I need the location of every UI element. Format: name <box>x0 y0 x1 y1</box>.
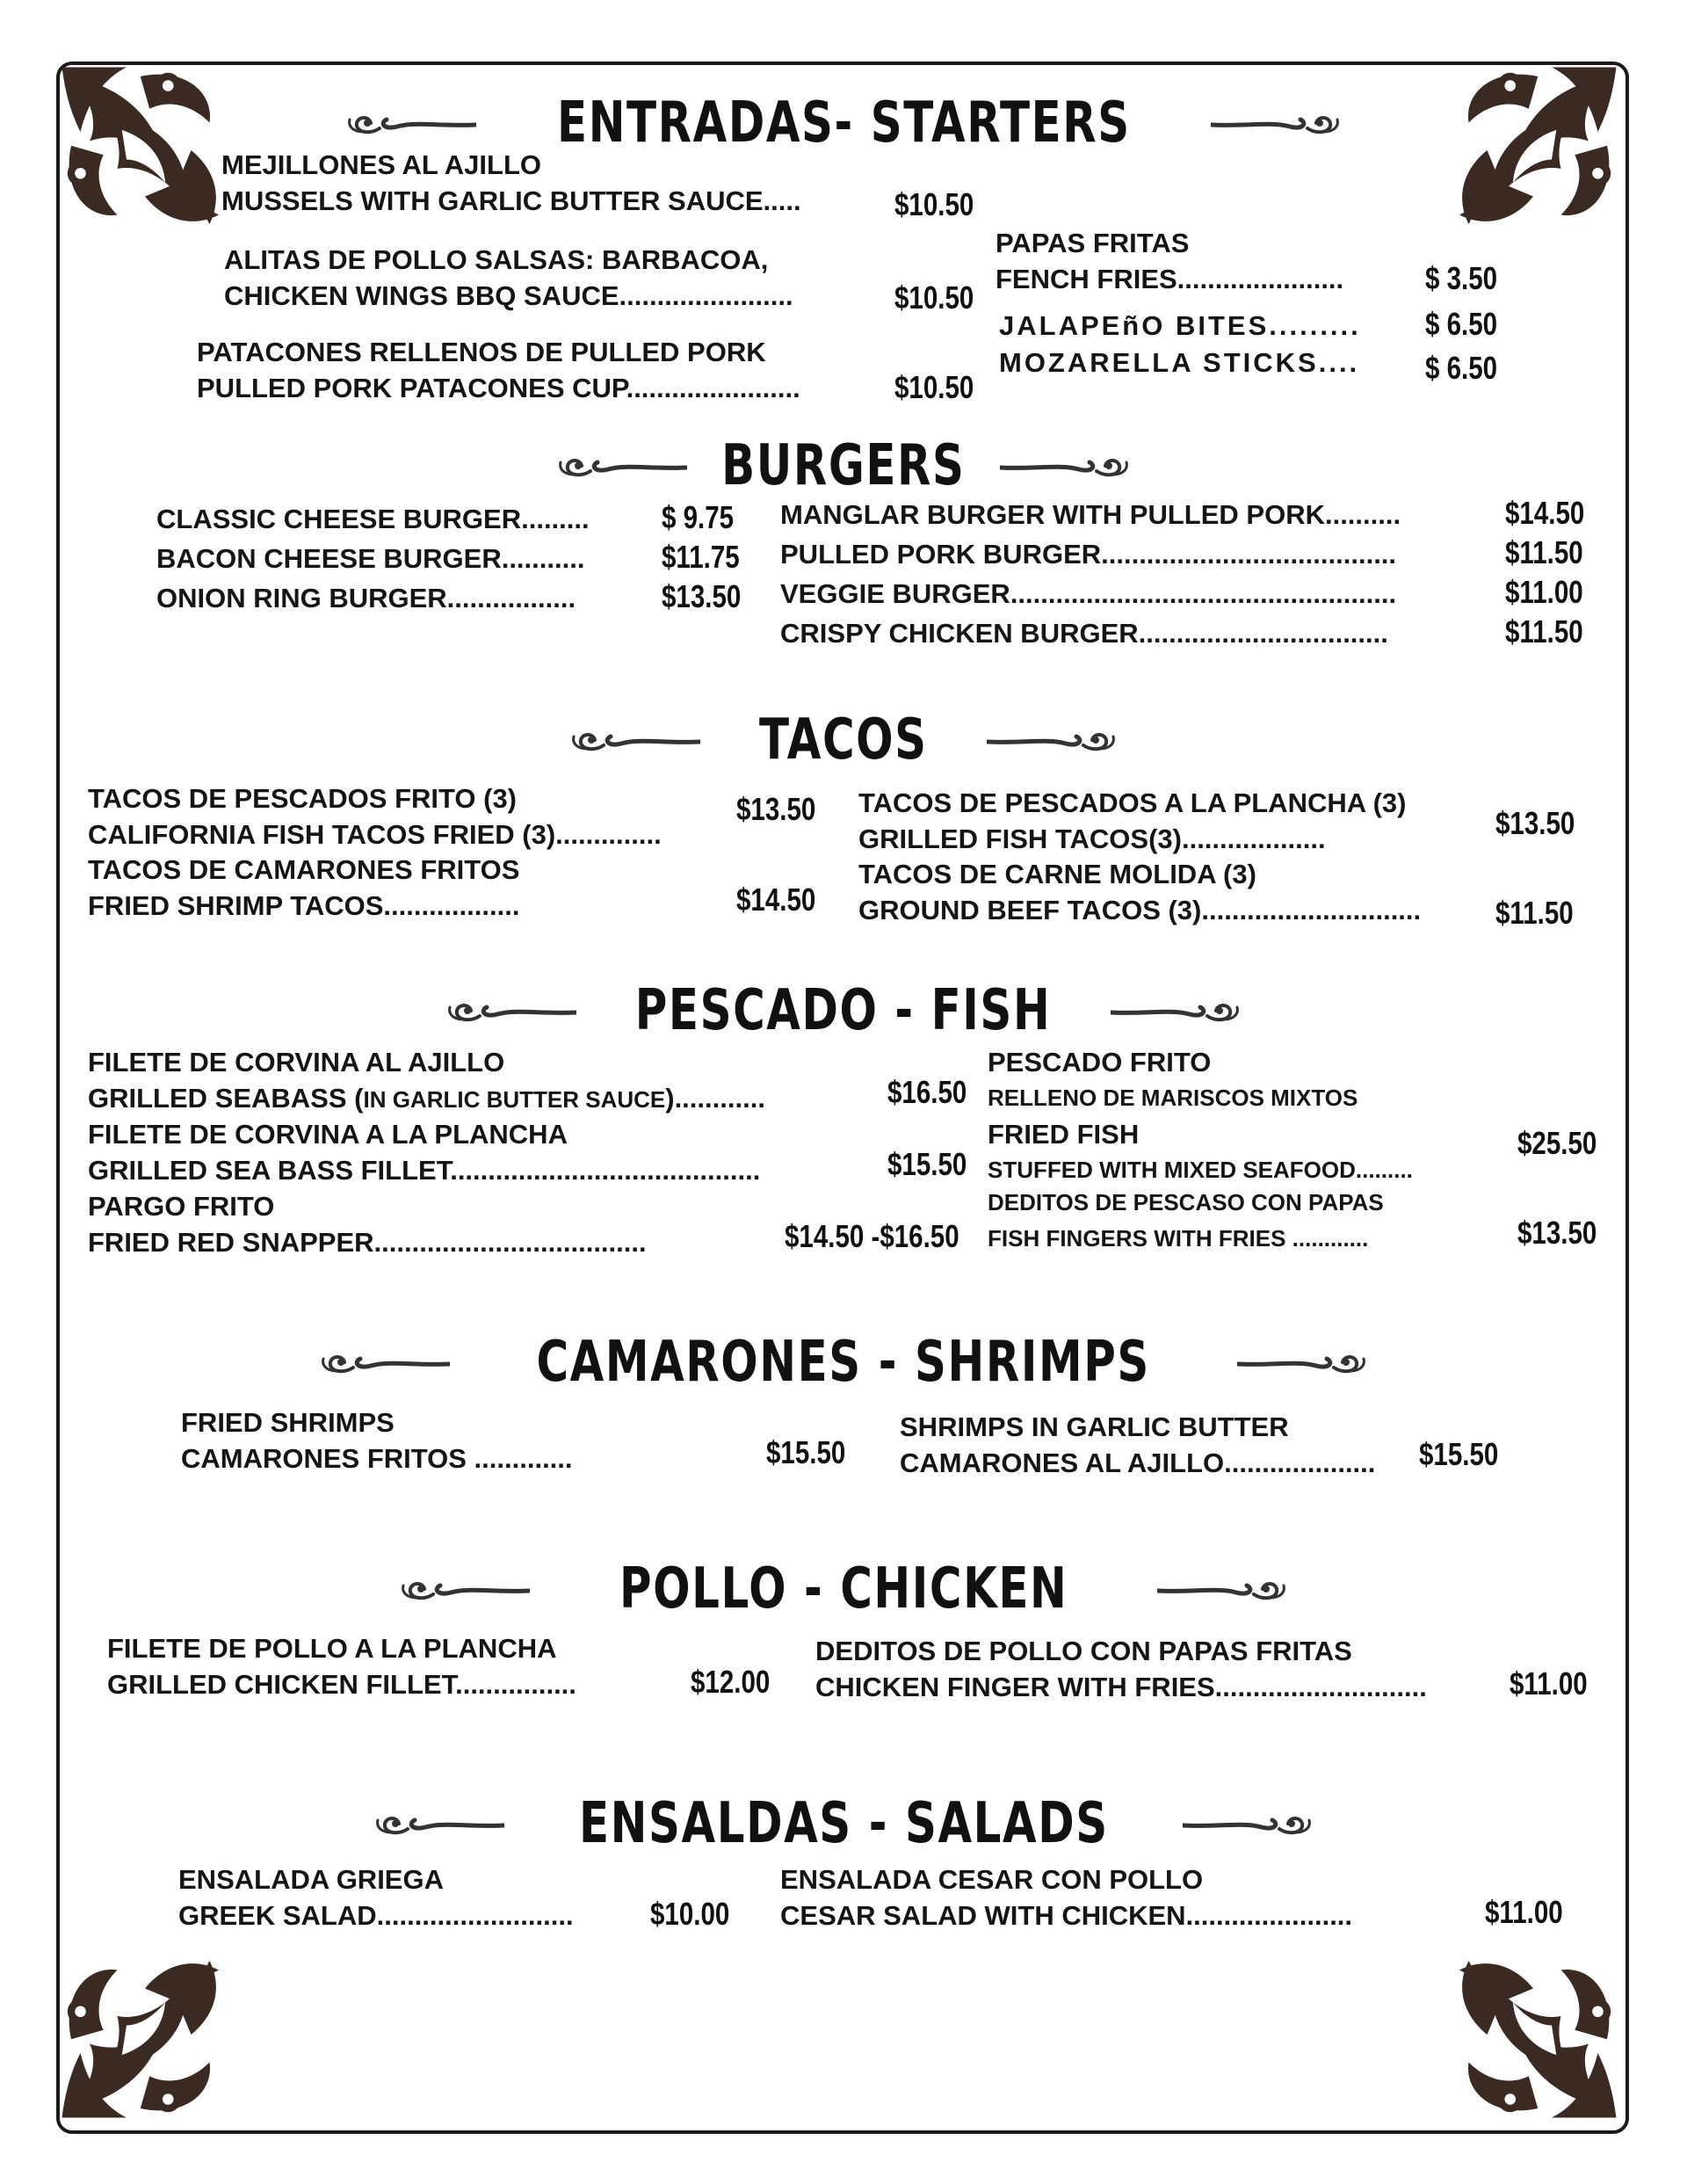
menu-price: $13.50 <box>736 791 816 827</box>
menu-price: $11.00 <box>1485 1894 1563 1930</box>
menu-item: PARGO FRITO FRIED RED SNAPPER.................................... <box>88 1191 647 1258</box>
menu-price: $ 9.75 <box>662 499 735 535</box>
menu-price: $11.50 <box>1495 895 1574 931</box>
menu-item: ENSALADA GRIEGA GREEK SALAD.......................... <box>178 1864 574 1931</box>
swirl-left-icon <box>398 1571 530 1607</box>
menu-price: $11.00 <box>1505 574 1583 610</box>
menu-item: PAPAS FRITAS FENCH FRIES...................... <box>996 228 1344 294</box>
menu-price: $10.50 <box>894 186 974 222</box>
swirl-left-icon <box>445 993 576 1028</box>
corner-ornament-icon <box>53 58 237 243</box>
section-heading-fish <box>351 976 1336 1046</box>
menu-item: FILETE DE CORVINA AL AJILLO GRILLED SEABASS (IN GARLIC BUTTER SAUCE)............ <box>88 1047 765 1114</box>
menu-price: $ 6.50 <box>1425 306 1498 342</box>
menu-item: DEDITOS DE POLLO CON PAPAS FRITAS CHICKEN FINGER WITH FRIES............................ <box>815 1636 1427 1702</box>
menu-item: JALAPEñO BITES......... <box>999 310 1361 341</box>
menu-item: TACOS DE PESCADOS A LA PLANCHA (3) GRILLED FISH TACOS(3)................... <box>858 787 1407 854</box>
section-title: ENTRADAS- STARTERS <box>556 91 1131 156</box>
menu-price: $15.50 <box>887 1146 967 1182</box>
menu-price: $14.50 -$16.50 <box>785 1218 959 1254</box>
swirl-left-icon <box>318 1345 450 1380</box>
section-heading-shrimps <box>351 1327 1336 1397</box>
section-heading-burgers <box>351 431 1336 501</box>
menu-item: PULLED PORK BURGER....................................... <box>780 539 1397 570</box>
section-heading-tacos <box>351 705 1336 775</box>
menu-price: $25.50 <box>1517 1125 1597 1161</box>
menu-item: ONION RING BURGER................. <box>156 583 576 613</box>
swirl-right-icon <box>1000 448 1132 483</box>
menu-item: ALITAS DE POLLO SALSAS: BARBACOA, CHICKEN WINGS BBQ SAUCE....................... <box>224 244 793 311</box>
menu-item: FILETE DE POLLO A LA PLANCHA GRILLED CHICKEN FILLET................ <box>107 1633 576 1700</box>
section-title: POLLO - CHICKEN <box>619 1556 1068 1622</box>
menu-price: $ 3.50 <box>1425 260 1498 296</box>
swirl-left-icon <box>568 722 700 758</box>
menu-item: PATACONES RELLENOS DE PULLED PORK PULLED PORK PATACONES CUP....................... <box>197 337 800 403</box>
menu-price: $10.50 <box>894 369 974 405</box>
swirl-right-icon <box>1111 993 1242 1028</box>
swirl-right-icon <box>1183 1806 1314 1841</box>
menu-item: CRISPY CHICKEN BURGER................................. <box>780 618 1388 649</box>
swirl-left-icon <box>344 105 476 141</box>
section-heading-chicken <box>351 1554 1336 1624</box>
menu-item: VEGGIE BURGER................................................... <box>780 578 1397 609</box>
menu-price: $16.50 <box>887 1074 967 1110</box>
menu-item: FILETE DE CORVINA A LA PLANCHA GRILLED SEA BASS FILLET......................................... <box>88 1119 761 1186</box>
section-title: PESCADO - FISH <box>635 978 1052 1043</box>
menu-item: DEDITOS DE PESCASO CON PAPAS FISH FINGERS WITH FRIES ............ <box>988 1189 1384 1252</box>
corner-ornament-icon <box>1441 1942 1625 2127</box>
menu-price: $14.50 <box>1505 495 1585 531</box>
swirl-right-icon <box>1157 1571 1289 1607</box>
menu-price: $13.50 <box>1517 1215 1597 1251</box>
menu-item: SHRIMPS IN GARLIC BUTTER CAMARONES AL AJILLO.................... <box>900 1411 1376 1478</box>
menu-price: $11.00 <box>1510 1665 1588 1701</box>
menu-price: $11.50 <box>1505 613 1583 649</box>
menu-price: $11.50 <box>1505 534 1583 570</box>
menu-item: MEJILLONES AL AJILLO MUSSELS WITH GARLIC BUTTER SAUCE..... <box>221 149 801 216</box>
swirl-right-icon <box>1237 1345 1369 1380</box>
menu-item: ENSALADA CESAR CON POLLO CESAR SALAD WITH CHICKEN...................... <box>780 1864 1353 1931</box>
menu-price: $12.00 <box>691 1664 771 1700</box>
menu-price: $13.50 <box>662 578 742 614</box>
menu-item: TACOS DE CAMARONES FRITOS FRIED SHRIMP TACOS.................. <box>88 854 520 921</box>
section-title: TACOS <box>759 707 928 773</box>
menu-price: $10.50 <box>894 279 974 316</box>
section-heading-salads <box>351 1789 1336 1859</box>
corner-ornament-icon <box>53 1942 237 2127</box>
menu-item: TACOS DE CARNE MOLIDA (3) GROUND BEEF TACOS (3)............................. <box>858 859 1422 925</box>
swirl-right-icon <box>1211 105 1343 141</box>
menu-item: BACON CHEESE BURGER........... <box>156 543 585 574</box>
menu-item: TACOS DE PESCADOS FRITO (3) CALIFORNIA FISH TACOS FRIED (3).............. <box>88 783 662 850</box>
section-title: BURGERS <box>721 433 966 498</box>
menu-price: $14.50 <box>736 882 816 918</box>
menu-price: $15.50 <box>1419 1436 1499 1472</box>
swirl-right-icon <box>987 722 1119 758</box>
menu-item: PESCADO FRITO RELLENO DE MARISCOS MIXTOS FRIED FISH STUFFED WITH MIXED SEAFOOD......... <box>988 1047 1413 1183</box>
menu-item: MANGLAR BURGER WITH PULLED PORK.......... <box>780 499 1401 530</box>
corner-ornament-icon <box>1441 58 1625 243</box>
menu-item: MOZARELLA STICKS.... <box>999 347 1360 378</box>
menu-item: CLASSIC CHEESE BURGER......... <box>156 504 590 534</box>
menu-item: FRIED SHRIMPS CAMARONES FRITOS ............. <box>181 1407 573 1474</box>
swirl-left-icon <box>555 448 687 483</box>
section-title: CAMARONES - SHRIMPS <box>536 1330 1151 1395</box>
section-title: ENSALDAS - SALADS <box>578 1791 1109 1856</box>
menu-price: $11.75 <box>662 539 740 575</box>
swirl-left-icon <box>373 1806 504 1841</box>
menu-price: $13.50 <box>1495 805 1575 841</box>
menu-price: $10.00 <box>650 1896 730 1932</box>
menu-price: $15.50 <box>766 1434 846 1470</box>
menu-price: $ 6.50 <box>1425 350 1498 386</box>
